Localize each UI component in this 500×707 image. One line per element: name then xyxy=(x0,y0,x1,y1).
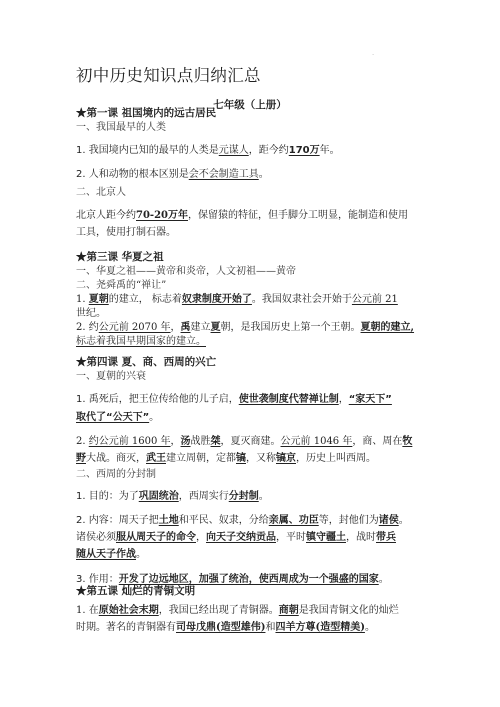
lesson-3-sub-1: 一、华夏之祖——黄帝和炎帝，人文初祖——黄帝 xyxy=(76,266,296,277)
lesson-4-item-2: 2. 约公元前 1600 年，汤战胜桀，夏灭商建。公元前 1046 年，商、周在牧 野大战。商灭，武王建立周朝，定都镐，又称镐京，历史上叫西周。 xyxy=(76,436,413,464)
lesson-1-item-2: 2. 人和动物的根本区别是会不会制造工具。 xyxy=(76,169,269,180)
lesson-1-heading: ★第一课 祖国境内的远古居民 xyxy=(76,107,217,119)
lesson-4-effect: 3. 作用：开发了边远地区，加强了统治，使西周成为一个强盛的国家。 xyxy=(76,574,389,585)
lesson-3-item-1: 1. 夏朝的建立， 标志着奴隶制度开始了。我国奴隶社会开始于公元前 21 世纪。 xyxy=(76,294,398,319)
lesson-4-sub-1: 一、夏朝的兴衰 xyxy=(76,371,146,382)
lesson-4-sub-2: 二、西周的分封制 xyxy=(76,469,156,480)
lesson-4-content: 2. 内容：周天子把土地和平民、奴隶，分给亲属、功臣等，封他们为诸侯。 诸侯必须服从周天子的命令，向天子交纳贡品，平时镇守疆土，战时带兵 随从天子作战。 xyxy=(76,515,409,560)
lesson-1-paragraph: 北京人距今约70-20万年，保留猿的特征，但手脚分工明显，能制造和使用 工具，使用打制石器。 xyxy=(76,210,408,238)
lesson-1-section xyxy=(76,106,428,241)
lesson-3-section xyxy=(76,250,428,349)
lesson-1-sub-1: 一、我国最早的人类 xyxy=(76,122,166,133)
lesson-4-item-1: 1. 禹死后，把王位传给他的儿子启，使世袭制度代替禅让制，“家天下” 取代了“公天下”。 xyxy=(76,394,392,423)
lesson-4-purpose: 1. 目的：为了巩固统治，西周实行分封制。 xyxy=(76,491,269,502)
document-title: 初中历史知识点归纳汇总 xyxy=(76,66,261,85)
lesson-3-sub-2: 二、尧舜禹的“禅让” xyxy=(76,280,167,291)
lesson-3-heading: ★第三课 华夏之祖 xyxy=(76,251,164,263)
lesson-5-section xyxy=(76,584,428,636)
lesson-4-section xyxy=(76,355,428,587)
grade-heading: 七年级（上册） xyxy=(213,99,287,111)
page-dot: · xyxy=(372,52,374,59)
lesson-3-item-2: 2. 约公元前 2070 年，禹建立夏朝，是我国历史上第一个王朝。夏朝的建立, 标志着我国早期国家的建立。 xyxy=(76,322,415,347)
lesson-5-heading: ★第五课 灿烂的青铜文明 xyxy=(76,585,196,597)
lesson-1-item-1: 1. 我国境内已知的最早的人类是元谋人，距今约170万年。 xyxy=(76,145,340,156)
lesson-4-heading: ★第四课 夏、商、西周的兴亡 xyxy=(76,356,217,368)
lesson-5-item-1: 1. 在原始社会末期，我国已经出现了青铜器。商朝是我国青铜文化的灿烂 时期。著名的青铜器有司母戊鼎(造型雄伟)和四羊方尊(造型精美)。 xyxy=(76,605,399,633)
lesson-1-sub-2: 二、北京人 xyxy=(76,187,126,198)
